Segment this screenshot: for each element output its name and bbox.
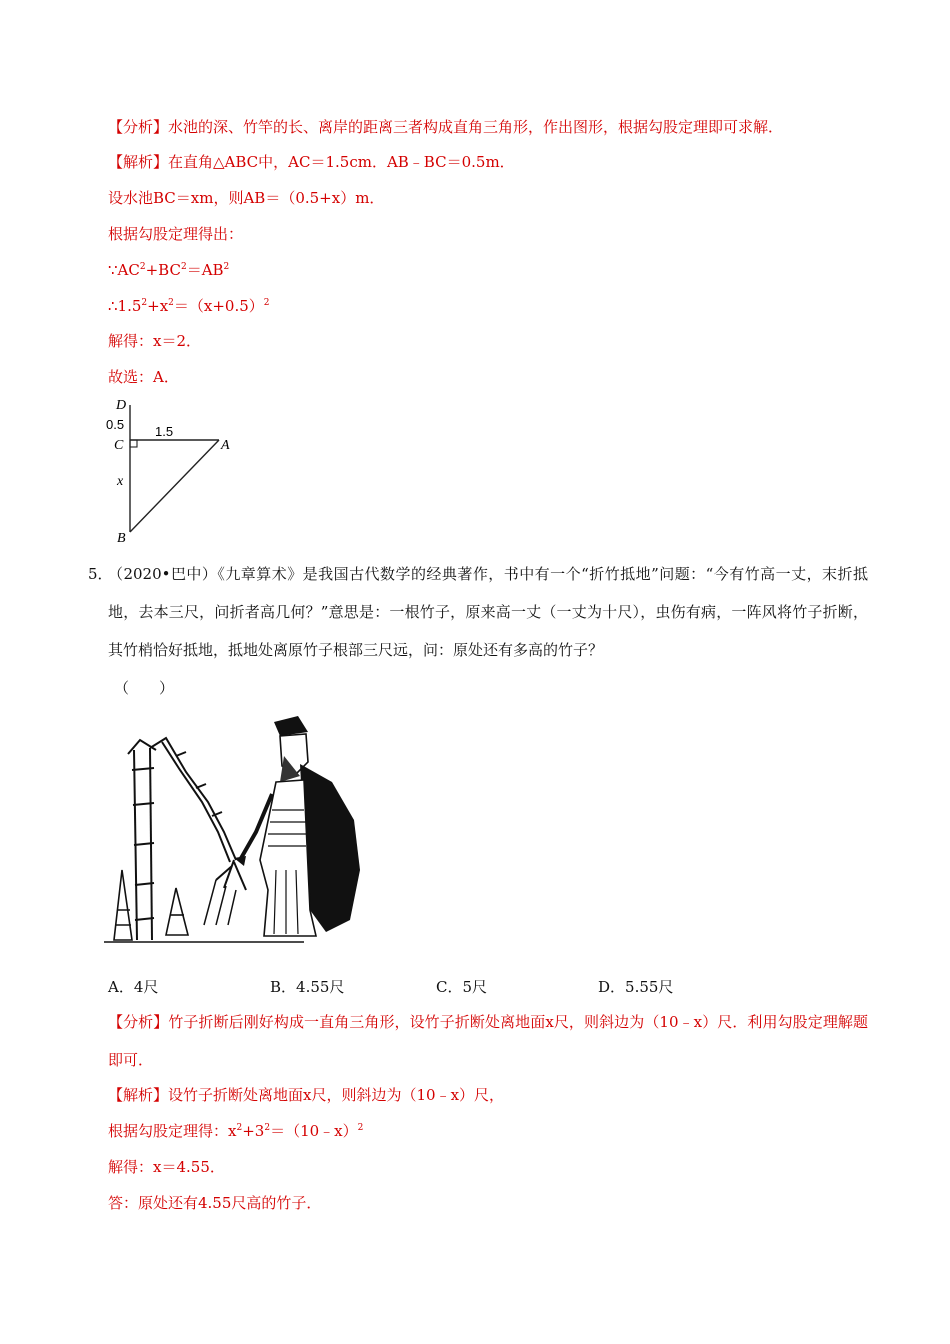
- s2-b: +3: [242, 1122, 265, 1140]
- solution-2: [108, 1085, 504, 1105]
- analysis-1-tag: 【分析】: [108, 118, 169, 136]
- question-5-text: （2020•巴中）《九章算术》是我国古代数学的经典著作，书中有一个“折竹抵地”问题：“今有竹高一丈，末折抵地，去本三尺，问折者高几何？”意思是：一根竹子，原来高一丈（一丈为十尺），虫伤有病，一阵风将竹子折断，其竹梢恰好抵地，抵地处离原竹子根部三尺远，问：原处还有多高的竹子？: [108, 565, 868, 659]
- step4-b: +x: [147, 297, 169, 315]
- solution-1-step6: 故选：A．: [108, 368, 179, 386]
- solution-1-tag: 【解析】: [108, 153, 169, 171]
- solution-2-step1: [108, 1121, 363, 1141]
- solution-2-step3: 答：原处还有4.55尺高的竹子．: [108, 1194, 322, 1212]
- solution-1-text: 在直角△ABC中，AC＝1.5cm．AB﹣BC＝0.5m．: [168, 153, 515, 171]
- sq: 2: [264, 1123, 271, 1133]
- analysis-2-tag: 【分析】: [108, 1013, 169, 1031]
- analysis-1: [108, 117, 783, 137]
- option-a: A．4尺: [108, 978, 159, 996]
- label-c: C: [114, 438, 124, 453]
- label-x: x: [117, 474, 124, 489]
- sq: 2: [223, 262, 230, 272]
- solution-1-step1: 设水池BC＝xm，则AB＝（0.5+x）m．: [108, 189, 385, 207]
- option-b: B．4.55尺: [270, 978, 345, 996]
- sq: 2: [168, 298, 174, 308]
- label-d: D: [116, 398, 127, 413]
- solution-2-step2: 解得：x＝4.55．: [108, 1158, 225, 1176]
- solution-2-tag: 【解析】: [108, 1086, 169, 1104]
- step4-a: ∴1.5: [108, 297, 142, 315]
- sq: 2: [236, 1123, 243, 1133]
- analysis-2: [108, 1003, 868, 1079]
- label-05: 0.5: [106, 417, 125, 432]
- solution-1: [108, 152, 515, 172]
- step3-c: ＝AB: [186, 261, 224, 279]
- s2-a: 根据勾股定理得：x: [108, 1122, 237, 1140]
- option-d: D．5.55尺: [598, 978, 674, 996]
- solution-1-step5: 解得：x＝2．: [108, 332, 202, 350]
- scholar-bamboo-illustration: [104, 710, 366, 950]
- s2-c: ＝（10﹣x）: [270, 1122, 358, 1140]
- label-a: A: [221, 438, 230, 453]
- step3-b: +BC: [145, 261, 181, 279]
- solution-2-text: 设竹子折断处离地面x尺，则斜边为（10﹣x）尺，: [168, 1086, 505, 1104]
- analysis-1-text: 水池的深、竹竿的长、离岸的距离三者构成直角三角形，作出图形，根据勾股定理即可求解．: [168, 118, 784, 136]
- label-15: 1.5: [155, 424, 174, 439]
- label-b: B: [117, 531, 126, 546]
- solution-1-step2: 根据勾股定理得出：: [108, 225, 244, 243]
- triangle-diagram: [100, 392, 250, 552]
- sq: 2: [139, 262, 146, 272]
- step4-c: ＝（x+0.5）: [173, 297, 264, 315]
- sq: 2: [141, 298, 148, 308]
- step3-a: ∵AC: [108, 261, 140, 279]
- analysis-2-text: 竹子折断后刚好构成一直角三角形，设竹子折断处离地面x尺，则斜边为（10﹣x）尺．利用勾股定理解题即可．: [108, 1013, 868, 1069]
- solution-1-step3: [108, 260, 229, 280]
- question-5-blank: （ ）: [114, 679, 175, 697]
- sq: 2: [180, 262, 187, 272]
- solution-1-step4: [108, 296, 270, 316]
- question-5-number: 5．: [88, 565, 113, 583]
- sq: 2: [263, 298, 270, 308]
- sq: 2: [357, 1123, 364, 1133]
- option-c: C．5尺: [436, 978, 488, 996]
